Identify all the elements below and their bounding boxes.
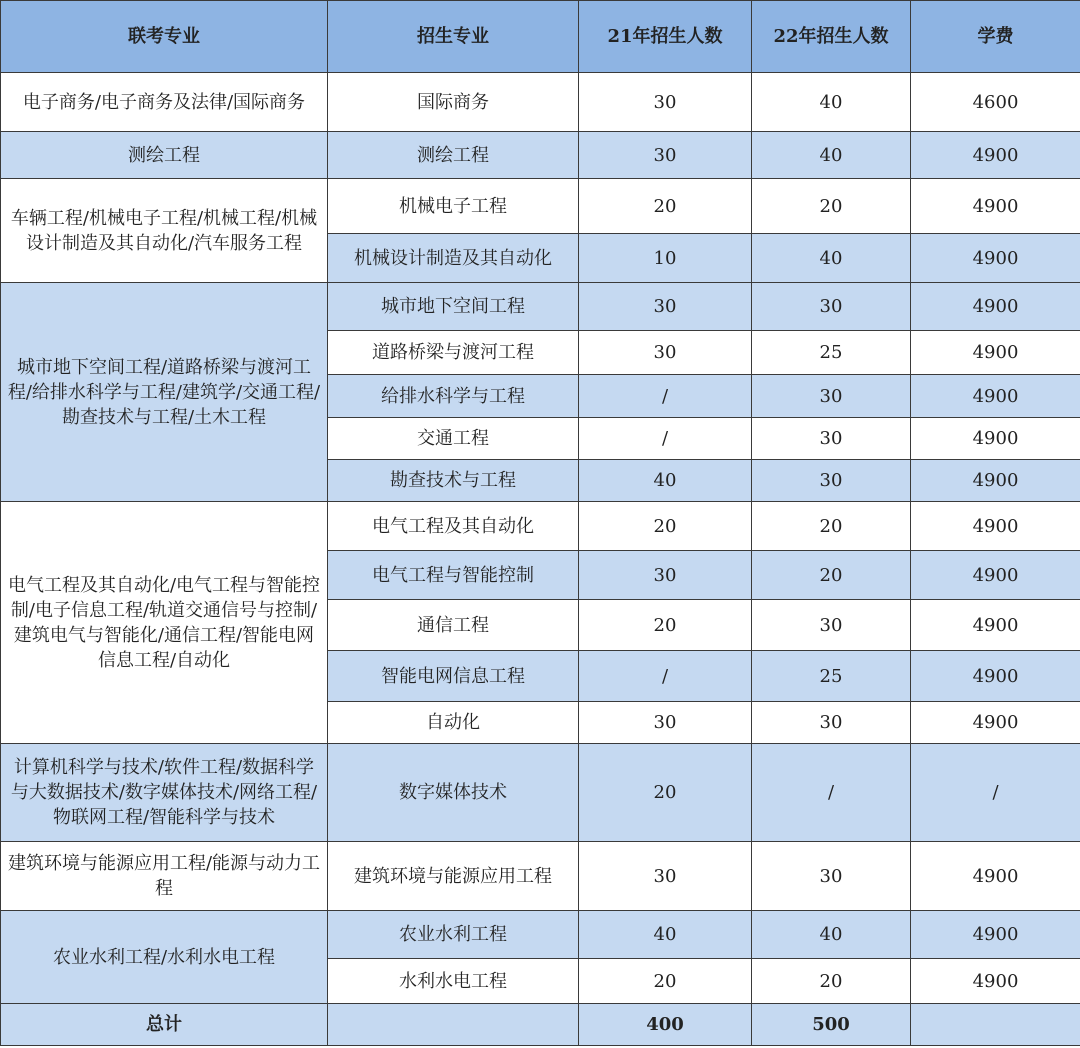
enroll-major-cell: 机械电子工程: [328, 179, 579, 234]
table-row: [1, 179, 1080, 234]
header-tuition: 学费: [911, 1, 1080, 73]
enroll-major-cell: 智能电网信息工程: [328, 651, 579, 702]
joint-exam-major-cell: 测绘工程: [1, 132, 328, 179]
enroll-2022-cell: 20: [752, 179, 911, 234]
enroll-2021-cell: 20: [579, 600, 752, 651]
enroll-2022-cell: 30: [752, 418, 911, 460]
enroll-major-cell: 交通工程: [328, 418, 579, 460]
total-tuition: [911, 1004, 1080, 1046]
enroll-2021-cell: /: [579, 418, 752, 460]
enroll-2022-cell: 20: [752, 551, 911, 600]
tuition-cell: 4900: [911, 651, 1080, 702]
enroll-2022-cell: 30: [752, 375, 911, 418]
header-enroll-2022: 22年招生人数: [752, 1, 911, 73]
enroll-2021-cell: 30: [579, 132, 752, 179]
tuition-cell: /: [911, 744, 1080, 842]
table-body: [1, 73, 1080, 1004]
header-enroll-2021: 21年招生人数: [579, 1, 752, 73]
enroll-2022-cell: 25: [752, 651, 911, 702]
enroll-2021-cell: /: [579, 375, 752, 418]
tuition-cell: 4900: [911, 331, 1080, 375]
tuition-cell: 4900: [911, 460, 1080, 502]
table-row: [1, 502, 1080, 551]
enroll-2021-cell: 10: [579, 234, 752, 283]
joint-exam-major-cell: 建筑环境与能源应用工程/能源与动力工程: [1, 842, 328, 911]
tuition-cell: 4900: [911, 842, 1080, 911]
header-enroll-major: 招生专业: [328, 1, 579, 73]
tuition-cell: 4900: [911, 502, 1080, 551]
enroll-2021-cell: 30: [579, 702, 752, 744]
enroll-major-cell: 测绘工程: [328, 132, 579, 179]
table-row: [1, 283, 1080, 331]
joint-exam-major-cell: 计算机科学与技术/软件工程/数据科学与大数据技术/数字媒体技术/网络工程/物联网工程/智能科学与技术: [1, 744, 328, 842]
tuition-cell: 4600: [911, 73, 1080, 132]
enroll-2022-cell: /: [752, 744, 911, 842]
enroll-major-cell: 给排水科学与工程: [328, 375, 579, 418]
enroll-2021-cell: 30: [579, 331, 752, 375]
enroll-major-cell: 道路桥梁与渡河工程: [328, 331, 579, 375]
total-enroll-2021: 400: [579, 1004, 752, 1046]
enroll-2022-cell: 25: [752, 331, 911, 375]
enroll-2021-cell: /: [579, 651, 752, 702]
enroll-2022-cell: 40: [752, 132, 911, 179]
tuition-cell: 4900: [911, 600, 1080, 651]
header-row: [1, 1, 1080, 73]
table-row: [1, 744, 1080, 842]
enroll-2021-cell: 30: [579, 842, 752, 911]
enroll-2021-cell: 20: [579, 959, 752, 1004]
enroll-2021-cell: 40: [579, 460, 752, 502]
tuition-cell: 4900: [911, 551, 1080, 600]
enroll-major-cell: 电气工程与智能控制: [328, 551, 579, 600]
enroll-2021-cell: 20: [579, 502, 752, 551]
enroll-2021-cell: 30: [579, 283, 752, 331]
table-row: [1, 842, 1080, 911]
enroll-2022-cell: 20: [752, 502, 911, 551]
enroll-major-cell: 农业水利工程: [328, 911, 579, 959]
enroll-major-cell: 勘查技术与工程: [328, 460, 579, 502]
tuition-cell: 4900: [911, 179, 1080, 234]
tuition-cell: 4900: [911, 132, 1080, 179]
enroll-2022-cell: 20: [752, 959, 911, 1004]
enroll-2022-cell: 30: [752, 842, 911, 911]
tuition-cell: 4900: [911, 702, 1080, 744]
joint-exam-major-cell: 电气工程及其自动化/电气工程与智能控制/电子信息工程/轨道交通信号与控制/建筑电气与智能化/通信工程/智能电网信息工程/自动化: [1, 502, 328, 744]
tuition-cell: 4900: [911, 234, 1080, 283]
enroll-2022-cell: 40: [752, 73, 911, 132]
joint-exam-major-cell: 车辆工程/机械电子工程/机械工程/机械设计制造及其自动化/汽车服务工程: [1, 179, 328, 283]
table-row: [1, 132, 1080, 179]
enroll-major-cell: 水利水电工程: [328, 959, 579, 1004]
enroll-major-cell: 电气工程及其自动化: [328, 502, 579, 551]
enroll-major-cell: 自动化: [328, 702, 579, 744]
enroll-2022-cell: 30: [752, 460, 911, 502]
enroll-major-cell: 国际商务: [328, 73, 579, 132]
enroll-2022-cell: 40: [752, 911, 911, 959]
total-enroll-2022: 500: [752, 1004, 911, 1046]
enroll-major-cell: 机械设计制造及其自动化: [328, 234, 579, 283]
enroll-2022-cell: 30: [752, 283, 911, 331]
enroll-major-cell: 通信工程: [328, 600, 579, 651]
enroll-2021-cell: 20: [579, 744, 752, 842]
total-label: 总计: [1, 1004, 328, 1046]
enroll-major-cell: 数字媒体技术: [328, 744, 579, 842]
tuition-cell: 4900: [911, 418, 1080, 460]
total-row: [1, 1004, 1080, 1046]
enroll-2022-cell: 30: [752, 702, 911, 744]
joint-exam-major-cell: 城市地下空间工程/道路桥梁与渡河工程/给排水科学与工程/建筑学/交通工程/勘查技术与工程/土木工程: [1, 283, 328, 502]
tuition-cell: 4900: [911, 911, 1080, 959]
enroll-2021-cell: 30: [579, 551, 752, 600]
joint-exam-major-cell: 电子商务/电子商务及法律/国际商务: [1, 73, 328, 132]
enroll-2021-cell: 20: [579, 179, 752, 234]
tuition-cell: 4900: [911, 375, 1080, 418]
total-major: [328, 1004, 579, 1046]
enroll-2022-cell: 40: [752, 234, 911, 283]
enroll-2022-cell: 30: [752, 600, 911, 651]
tuition-cell: 4900: [911, 283, 1080, 331]
enroll-2021-cell: 30: [579, 73, 752, 132]
enroll-major-cell: 城市地下空间工程: [328, 283, 579, 331]
enroll-major-cell: 建筑环境与能源应用工程: [328, 842, 579, 911]
tuition-cell: 4900: [911, 959, 1080, 1004]
table-row: [1, 73, 1080, 132]
header-joint-exam-major: 联考专业: [1, 1, 328, 73]
table-row: [1, 911, 1080, 959]
joint-exam-major-cell: 农业水利工程/水利水电工程: [1, 911, 328, 1004]
enroll-2021-cell: 40: [579, 911, 752, 959]
